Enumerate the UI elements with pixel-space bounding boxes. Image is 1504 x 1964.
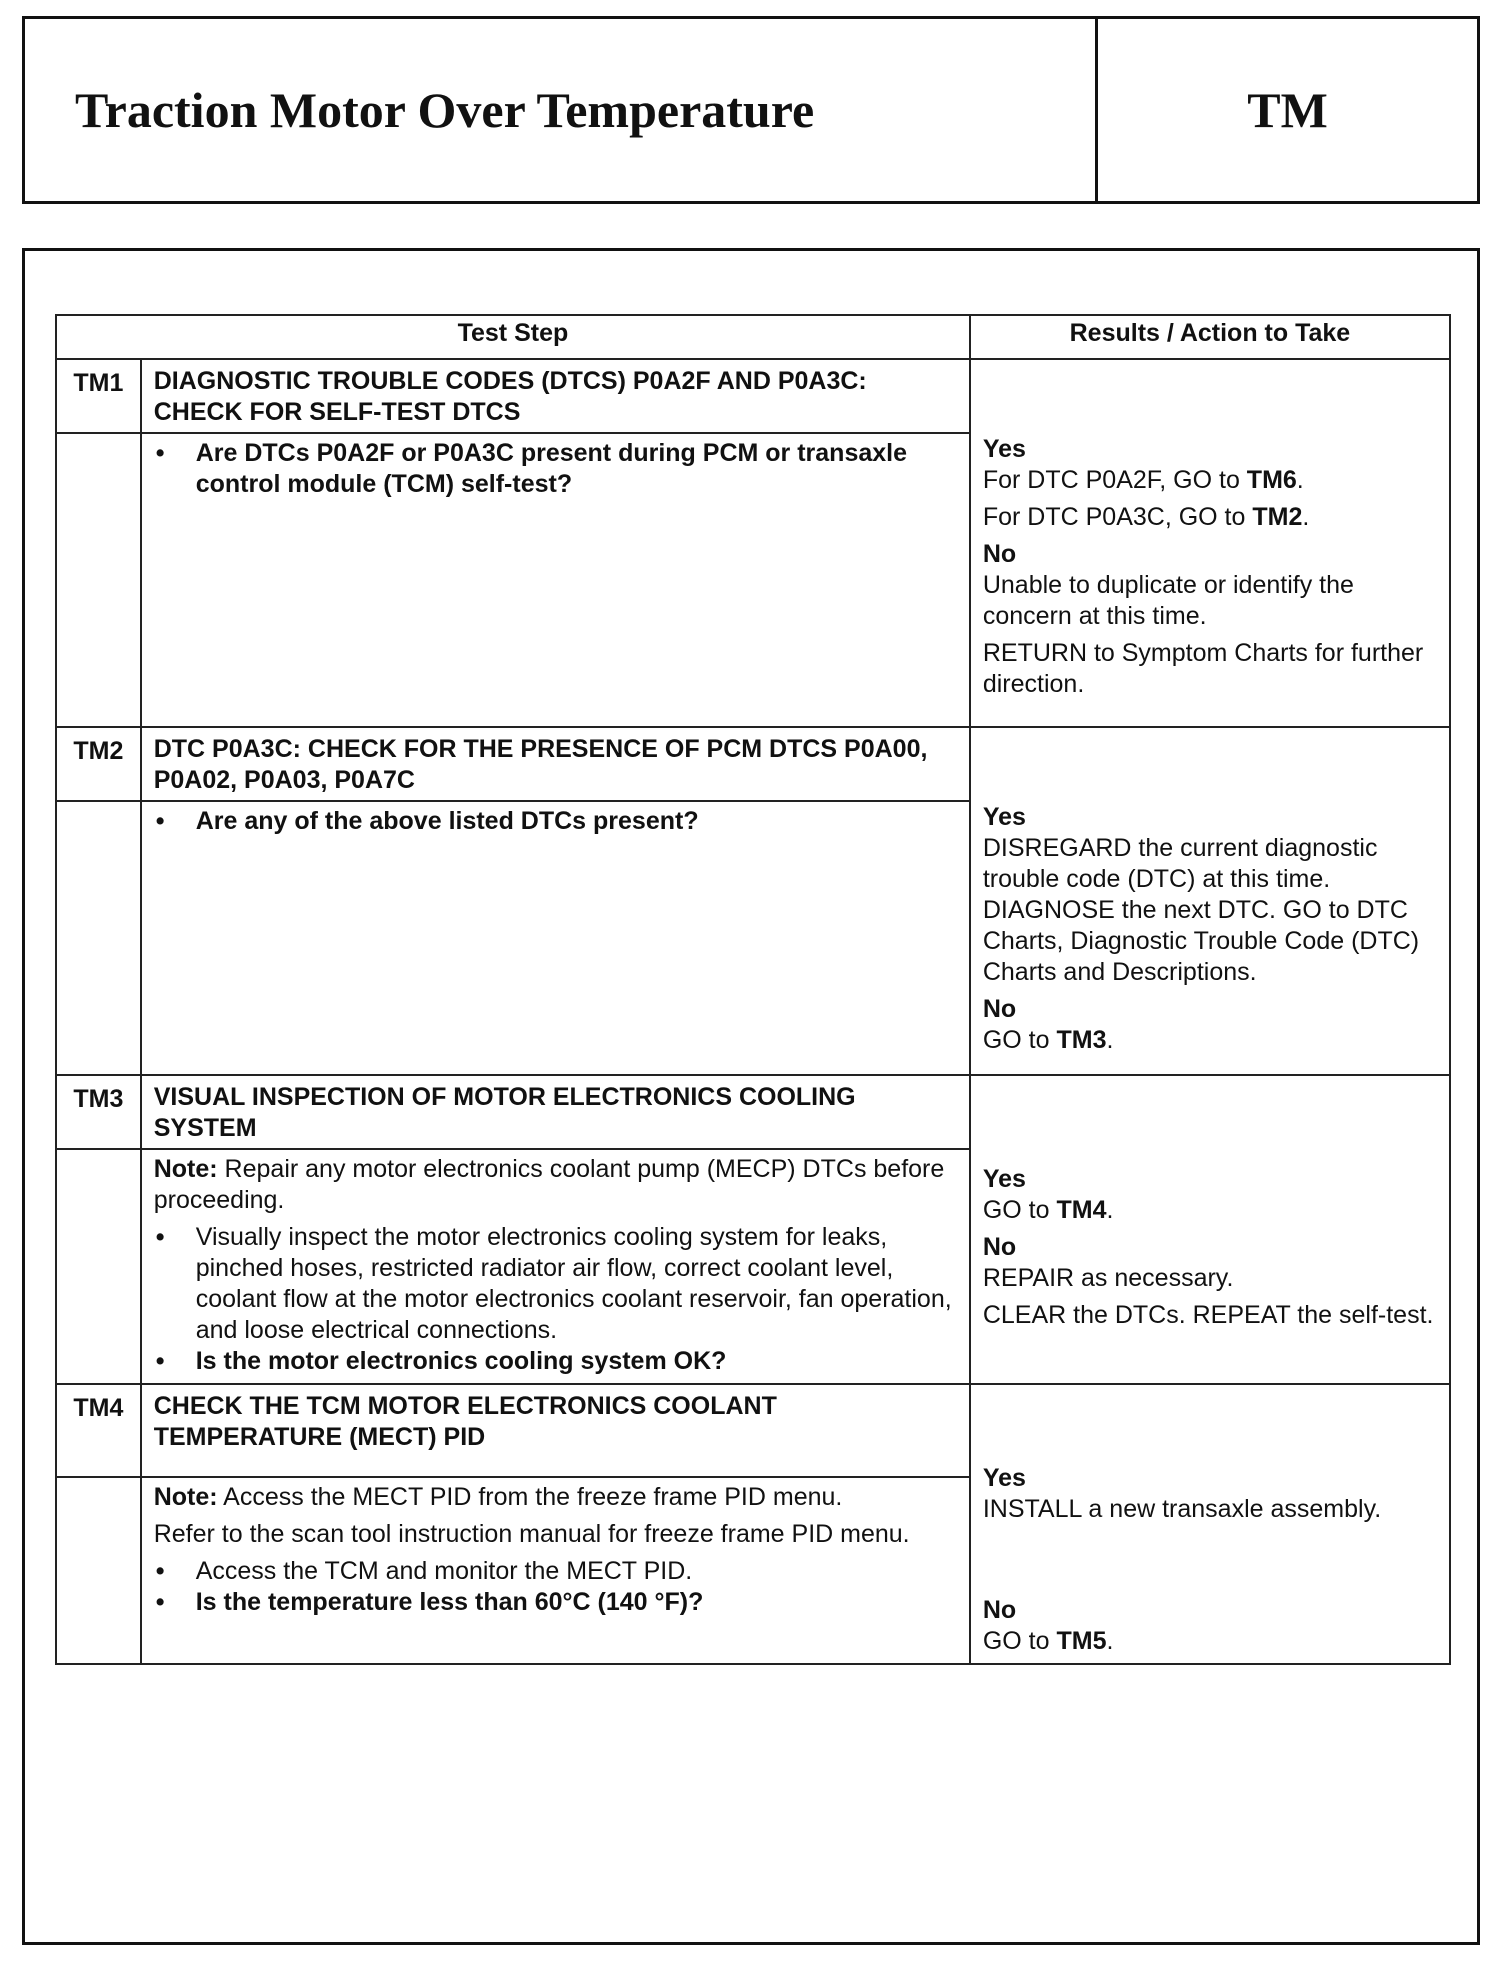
- step-note: Note: Repair any motor electronics coolant pump (MECP) DTCs before proceeding.: [153, 1155, 945, 1214]
- yes-label: Yes: [982, 1165, 1026, 1193]
- step-results: [970, 727, 1450, 1075]
- page-header: [22, 16, 1480, 204]
- yes-label: Yes: [982, 435, 1026, 463]
- yes-label: Yes: [982, 803, 1026, 831]
- step-id: TM2: [56, 727, 141, 801]
- yes-action: GO to TM4.: [982, 1196, 1114, 1224]
- step-instruction: • Visually inspect the motor electronics cooling system for leaks, pinched hoses, restricted radiator air flow, correct coolant level, coolant flow at the motor electronics coolant reservoir, fan operation, and loose electrical connections.: [154, 1222, 957, 1346]
- step-body: [141, 801, 970, 1075]
- col-header-test-step: Test Step: [56, 315, 970, 359]
- step-heading: CHECK THE TCM MOTOR ELECTRONICS COOLANT TEMPERATURE (MECT) PID: [141, 1384, 970, 1477]
- no-label: No: [982, 1596, 1017, 1624]
- no-action: GO to TM3.: [982, 1026, 1114, 1054]
- no-action: Unable to duplicate or identify the concern at this time.: [982, 571, 1354, 630]
- no-action: CLEAR the DTCs. REPEAT the self-test.: [982, 1301, 1434, 1329]
- step-id: TM1: [56, 359, 141, 433]
- step-question: • Are DTCs P0A2F or P0A3C present during PCM or transaxle control module (TCM) self-test?: [154, 438, 957, 500]
- step-heading-row: [56, 727, 1450, 801]
- no-action: REPAIR as necessary.: [982, 1264, 1234, 1292]
- no-label: No: [982, 1233, 1017, 1261]
- page-title: Traction Motor Over Temperature: [25, 19, 1098, 201]
- step-heading-row: [56, 359, 1450, 433]
- step-results: [970, 1075, 1450, 1384]
- step-heading: VISUAL INSPECTION OF MOTOR ELECTRONICS COOLING SYSTEM: [141, 1075, 970, 1149]
- step-id-spacer: [56, 433, 141, 727]
- step-heading-row: [56, 1075, 1450, 1149]
- step-body: [141, 1149, 970, 1384]
- step-heading: DIAGNOSTIC TROUBLE CODES (DTCS) P0A2F AND P0A3C: CHECK FOR SELF-TEST DTCS: [141, 359, 970, 433]
- step-body: [141, 433, 970, 727]
- step-note: Note: Access the MECT PID from the freeze frame PID menu.: [153, 1483, 843, 1512]
- step-question: • Are any of the above listed DTCs present?: [154, 806, 957, 837]
- step-results: [970, 359, 1450, 727]
- no-action: GO to TM5.: [982, 1627, 1114, 1655]
- step-question: • Is the temperature less than 60°C (140 °F)?: [154, 1587, 957, 1618]
- yes-action: INSTALL a new transaxle assembly.: [982, 1495, 1382, 1523]
- yes-action: DISREGARD the current diagnostic trouble code (DTC) at this time. DIAGNOSE the next DTC. GO to DTC Charts, Diagnostic Trouble Code (DTC) Charts and Descriptions.: [982, 834, 1420, 986]
- section-code: TM: [1247, 82, 1328, 138]
- step-body: [141, 1477, 970, 1664]
- step-results: [970, 1384, 1450, 1664]
- yes-label: Yes: [982, 1464, 1026, 1492]
- step-reference: Refer to the scan tool instruction manual for freeze frame PID menu.: [153, 1520, 910, 1549]
- step-id: TM4: [56, 1384, 141, 1477]
- no-label: No: [982, 540, 1017, 568]
- diagnostic-table: [55, 314, 1451, 1665]
- no-label: No: [982, 995, 1017, 1023]
- step-id: TM3: [56, 1075, 141, 1149]
- yes-action: For DTC P0A2F, GO to TM6.: [982, 466, 1304, 494]
- col-header-results: Results / Action to Take: [970, 315, 1450, 359]
- no-action: RETURN to Symptom Charts for further direction.: [982, 639, 1424, 698]
- step-id-spacer: [56, 801, 141, 1075]
- yes-action: For DTC P0A3C, GO to TM2.: [982, 503, 1310, 531]
- table-header-row: [56, 315, 1450, 359]
- step-question: • Is the motor electronics cooling system OK?: [154, 1346, 957, 1377]
- step-heading: DTC P0A3C: CHECK FOR THE PRESENCE OF PCM DTCS P0A00, P0A02, P0A03, P0A7C: [141, 727, 970, 801]
- step-id-spacer: [56, 1477, 141, 1664]
- step-instruction: • Access the TCM and monitor the MECT PID.: [154, 1556, 957, 1587]
- step-heading-row: [56, 1384, 1450, 1477]
- step-id-spacer: [56, 1149, 141, 1384]
